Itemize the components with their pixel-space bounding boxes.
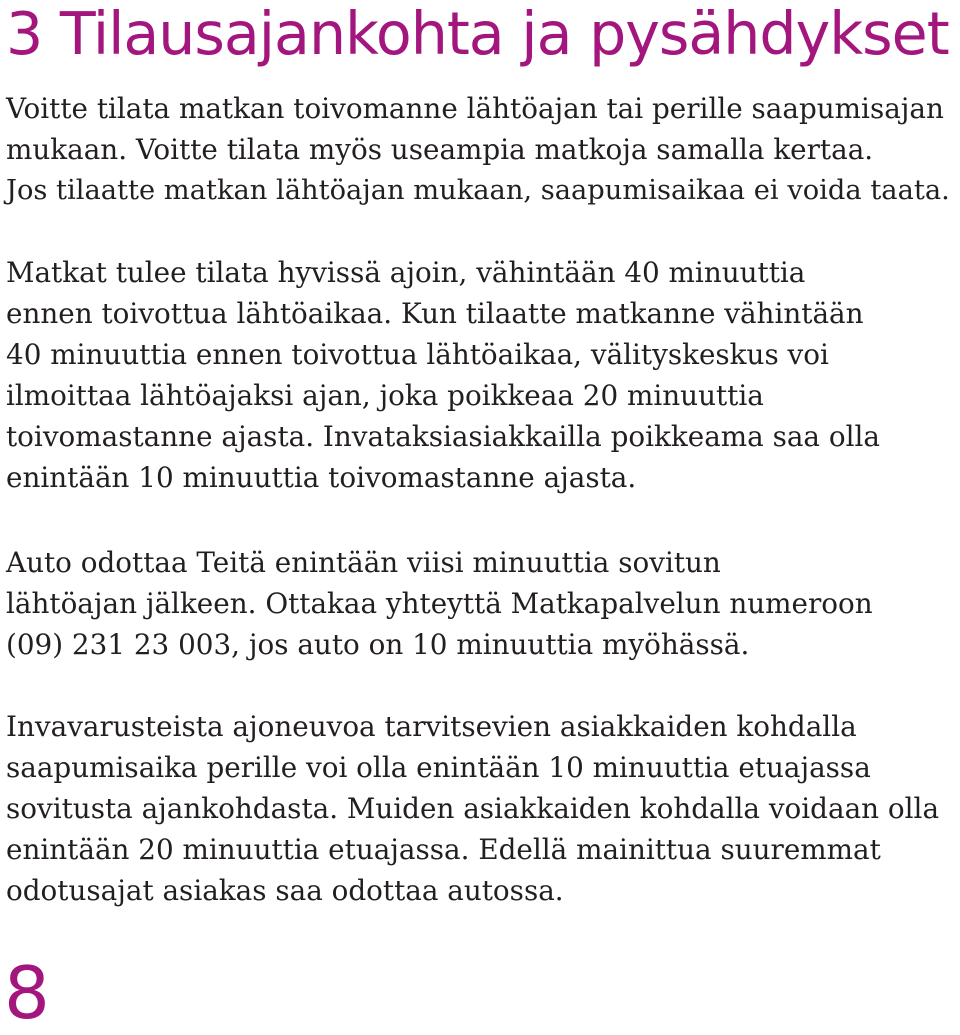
paragraph-line: Invavarusteista ajoneuvoa tarvitsevien asiakkaiden kohdalla (6, 710, 857, 743)
paragraph-line: Voitte tilata matkan toivomanne lähtöajan tai perille saapumisajan (6, 92, 944, 125)
paragraph-ordering-time (6, 88, 956, 211)
paragraph-line: toivomastanne ajasta. Invataksiasiakkailla poikkeama saa olla (6, 420, 880, 453)
paragraph-advance-notice (6, 252, 956, 498)
paragraph-early-arrival (6, 706, 956, 911)
paragraph-line: Matkat tulee tilata hyvissä ajoin, vähintään 40 minuuttia (6, 256, 806, 289)
paragraph-waiting-time (6, 542, 956, 665)
paragraph-line: sovitusta ajankohdasta. Muiden asiakkaiden kohdalla voidaan olla (6, 792, 940, 825)
paragraph-line: ennen toivottua lähtöaikaa. Kun tilaatte matkanne vähintään (6, 297, 864, 330)
page-number: 8 (4, 951, 50, 1035)
paragraph-line: lähtöajan jälkeen. Ottakaa yhteyttä Matkapalvelun numeroon (6, 587, 873, 620)
paragraph-line: ilmoittaa lähtöajaksi ajan, joka poikkeaa 20 minuuttia (6, 379, 764, 412)
paragraph-line: Auto odottaa Teitä enintään viisi minuuttia sovitun (6, 546, 721, 579)
paragraph-line: saapumisaika perille voi olla enintään 10 minuuttia etuajassa (6, 751, 871, 784)
paragraph-line: (09) 231 23 003, jos auto on 10 minuuttia myöhässä. (6, 628, 750, 661)
paragraph-line: enintään 20 minuuttia etuajassa. Edellä mainittua suuremmat (6, 833, 881, 866)
paragraph-line: 40 minuuttia ennen toivottua lähtöaikaa, välityskeskus voi (6, 338, 829, 371)
paragraph-line: Jos tilaatte matkan lähtöajan mukaan, saapumisaikaa ei voida taata. (6, 175, 950, 206)
paragraph-line: odotusajat asiakas saa odottaa autossa. (6, 874, 564, 907)
paragraph-line: enintään 10 minuuttia toivomastanne ajasta. (6, 461, 637, 494)
section-heading: 3 Tilausajankohta ja pysähdykset (6, 0, 949, 68)
paragraph-line: mukaan. Voitte tilata myös useampia matkoja samalla kertaa. (6, 133, 874, 166)
